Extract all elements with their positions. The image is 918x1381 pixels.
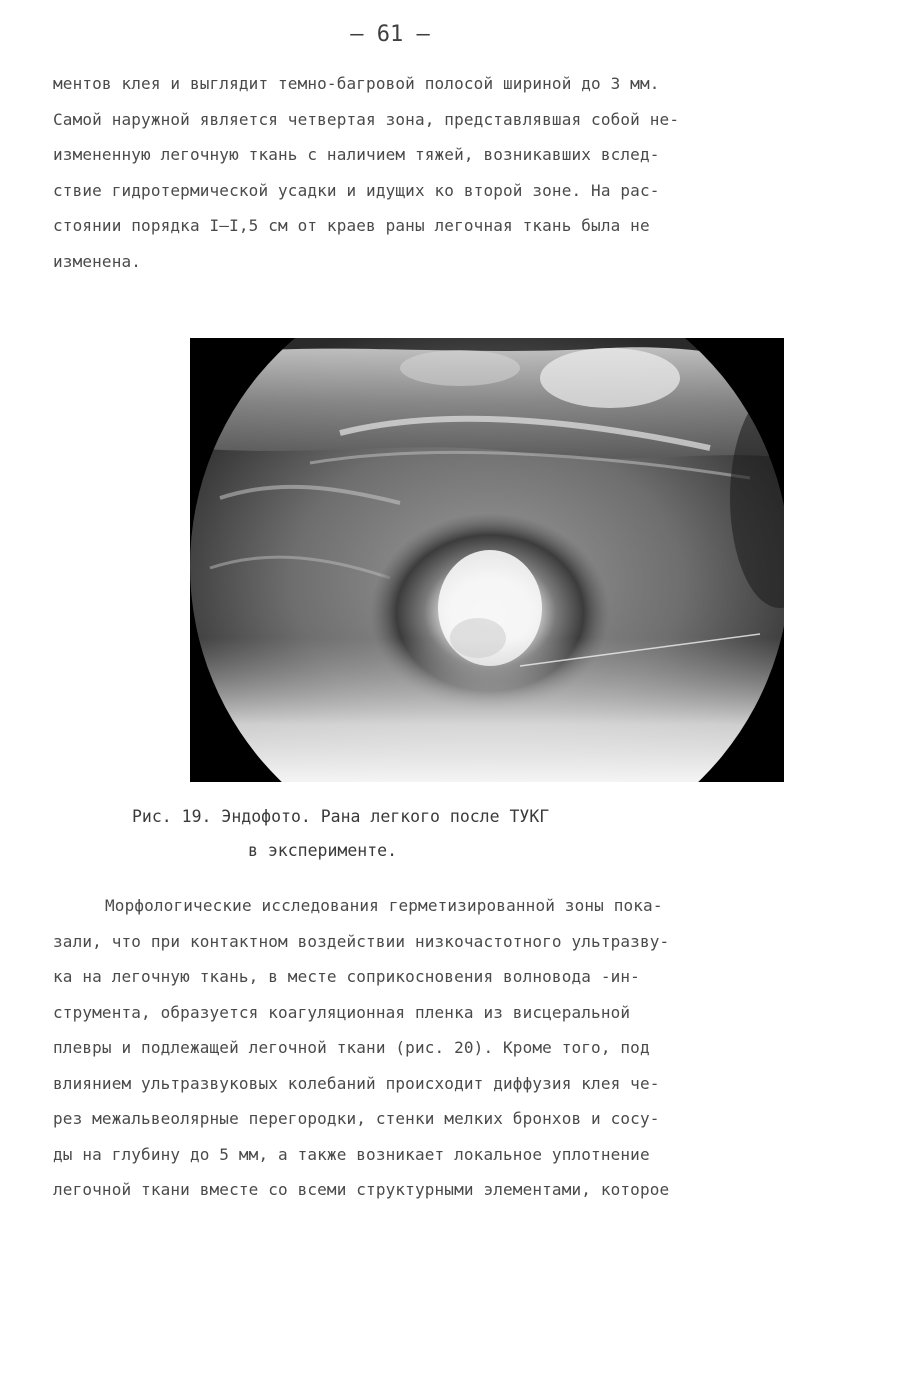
paragraph-top bbox=[53, 66, 858, 279]
text-line: Самой наружной является четвертая зона, представлявшая собой не- bbox=[53, 109, 680, 129]
text-line: измененную легочную ткань с наличием тяжей, возникавших вслед- bbox=[53, 145, 660, 164]
endophoto-figure bbox=[190, 338, 784, 782]
text-line: ствие гидротермической усадки и идущих ко второй зоне. На рас- bbox=[53, 180, 660, 200]
text-line: влиянием ультразвуковых колебаний происходит диффузия клея че- bbox=[53, 1073, 660, 1093]
figure-caption bbox=[132, 800, 549, 868]
text-line: Морфологические исследования герметизированной зоны пока- bbox=[105, 896, 663, 915]
text-line: ды на глубину до 5 мм, а также возникает локальное уплотнение bbox=[53, 1144, 650, 1164]
text-line: стоянии порядка I–I,5 см от краев раны легочная ткань была не bbox=[53, 216, 650, 235]
text-line: легочной ткани вместе со всеми структурными элементами, которое bbox=[53, 1180, 670, 1199]
text-line: плевры и подлежащей легочной ткани (рис. 20). Кроме того, под bbox=[53, 1038, 650, 1057]
caption-line: в эксперименте. bbox=[248, 841, 398, 860]
text-line: ка на легочную ткань, в месте соприкосновения волновода -ин- bbox=[53, 967, 640, 986]
page-number: – 61 – bbox=[350, 22, 430, 47]
paragraph-bottom bbox=[53, 888, 858, 1208]
text-line: ментов клея и выглядит темно-багровой полосой шириной до 3 мм. bbox=[53, 74, 660, 93]
endophoto-image bbox=[190, 338, 784, 782]
text-line: струмента, образуется коагуляционная пленка из висцеральной bbox=[53, 1002, 631, 1022]
caption-line: Рис. 19. Эндофото. Рана легкого после ТУКГ bbox=[132, 807, 550, 826]
text-line: зали, что при контактном воздействии низкочастотного ультразву- bbox=[53, 931, 670, 951]
text-line: изменена. bbox=[53, 251, 142, 271]
text-line: рез межальвеолярные перегородки, стенки мелких бронхов и сосу- bbox=[53, 1109, 660, 1128]
